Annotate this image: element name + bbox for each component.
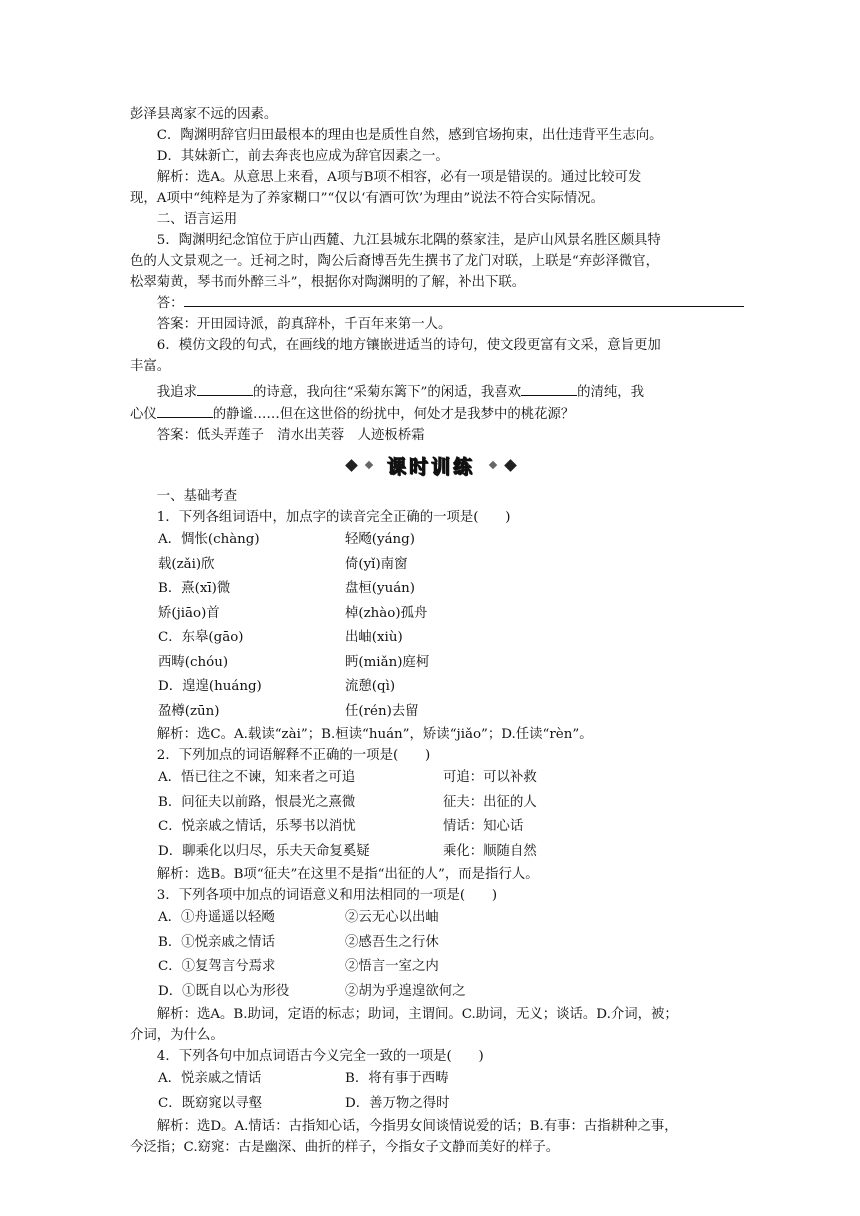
question-5-line: 5．陶渊明纪念馆位于庐山西麓、九江县城东北隅的蔡家洼，是庐山风景名胜区颇具特 — [156, 233, 661, 248]
diamond-icon — [489, 461, 497, 469]
question-3-stem: 3．下列各项中加点的词语意义和用法相同的一项是( ) — [156, 888, 498, 903]
question-6-line: 丰富。 — [130, 359, 171, 374]
analysis-line: 解析：选C。A.载读“zài”；B.桓读“huán”，矫读“jiǎo”；D.任读“rèn”。 — [156, 727, 593, 742]
option-row: 盈樽(zūn) 任(rén)去留 — [158, 703, 419, 719]
option-d-line: D．其妹新亡，前去奔丧也应成为辞官因素之一。 — [156, 149, 449, 164]
option-row: 矫(jiāo)首 棹(zhào)孤舟 — [158, 605, 428, 621]
option-row: C．①复驾言兮焉求 ②悟言一室之内 — [158, 959, 439, 974]
answer-label: 答： — [156, 296, 184, 311]
answer-line — [130, 293, 732, 314]
question-6-passage: 我追求 的诗意，我向往“采菊东篱下”的闲适，我喜欢 的清纯，我 — [130, 381, 732, 403]
option-row: C．既窈窕以寻壑 D．善万物之得时 — [158, 1095, 450, 1111]
banner-title: 课时训练 — [386, 455, 475, 478]
analysis-line: 今泛指；C.窈窕：古是幽深、曲折的样子，今指女子文静而美好的样子。 — [130, 1140, 560, 1155]
fill-blank[interactable] — [197, 381, 253, 396]
option-row: A．惆怅(chàng) 轻飏(yáng) — [158, 532, 415, 547]
option-row: A．①舟遥遥以轻飏 ②云无心以出岫 — [158, 910, 439, 925]
question-6-line: 6．模仿文段的句式，在画线的地方镶嵌进适当的诗句，使文段更富有文采，意旨更加 — [156, 338, 661, 353]
option-row: C．东皋(gāo) 出岫(xiù) — [158, 630, 403, 645]
question-6-passage: 心仪 的静谧……但在这世俗的纷扰中，何处才是我梦中的桃花源？ — [130, 403, 732, 425]
question-5-line: 色的人文景观之一。迁祠之时，陶公后裔博吾先生撰书了龙门对联，上联是“弃彭泽微官， — [130, 254, 660, 269]
section-banner — [130, 448, 732, 482]
option-row: D．遑遑(huáng) 流憩(qì) — [158, 679, 396, 694]
question-5-line: 松翠菊黄，琴书而外醉三斗”，根据你对陶渊明的了解，补出下联。 — [130, 275, 526, 290]
option-row: B．熹(xī)微 盘桓(yuán) — [158, 581, 416, 596]
analysis-line: 解析：选A。B.助词，定语的标志；助词，主谓间。C.助词，无义；谈话。D.介词，被； — [156, 1007, 678, 1022]
fill-blank[interactable] — [521, 381, 577, 396]
diamond-icon — [345, 459, 358, 472]
option-row: C．悦亲戚之情话，乐琴书以消忧 情话：知心话 — [158, 819, 524, 834]
document-page — [130, 104, 732, 1158]
answer-text: 答案：开田园诗派，韵真辞朴，千百年来第一人。 — [156, 317, 452, 332]
option-row: A．悟已往之不谏，知来者之可追 可追：可以补救 — [158, 770, 537, 785]
question-1-stem: 1．下列各组词语中，加点字的读音完全正确的一项是( ) — [156, 510, 511, 525]
option-row: B．问征夫以前路，恨晨光之熹微 征夫：出征的人 — [158, 794, 537, 810]
question-4-stem: 4．下列各句中加点词语古今义完全一致的一项是( ) — [156, 1049, 484, 1064]
analysis-line: 现，A项中“纯粹是为了养家糊口”“仅以‘有酒可饮’为理由”说法不符合实际情况。 — [130, 191, 605, 206]
section-heading: 一、基础考查 — [156, 489, 238, 504]
option-c-line: C．陶渊明辞官归田最根本的理由也是质性自然，感到官场拘束，出仕违背平生志向。 — [156, 128, 663, 143]
diamond-icon — [504, 459, 517, 472]
answer-text: 答案：低头弄莲子 清水出芙蓉 人迹板桥霜 — [156, 428, 425, 443]
analysis-line: 解析：选D。A.情话：古指知心话，今指男女间谈情说爱的话；B.有事：古指耕种之事， — [156, 1119, 678, 1134]
analysis-line: 解析：选A。从意思上来看，A项与B项不相容，必有一项是错误的。通过比较可发 — [156, 170, 642, 185]
diamond-icon — [365, 461, 373, 469]
section-heading: 二、语言运用 — [156, 212, 238, 227]
option-row: 载(zǎi)欣 倚(yǐ)南窗 — [158, 556, 408, 572]
option-row: A．悦亲戚之情话 B．将有事于西畴 — [158, 1071, 449, 1086]
answer-blank[interactable] — [184, 294, 744, 307]
option-row: D．①既自以心为形役 ②胡为乎遑遑欲何之 — [158, 983, 466, 999]
option-row: B．①悦亲戚之情话 ②感吾生之行休 — [158, 934, 439, 950]
option-row: D．聊乘化以归尽，乐夫天命复奚疑 乘化：顺随自然 — [158, 843, 537, 859]
option-row: 西畴(chóu) 眄(miǎn)庭柯 — [158, 654, 430, 670]
analysis-line: 解析：选B。B项“征夫”在这里不是指“出征的人”，而是指行人。 — [156, 867, 539, 882]
question-2-stem: 2．下列加点的词语解释不正确的一项是( ) — [156, 748, 431, 763]
text-line: 彭泽县离家不远的因素。 — [130, 107, 278, 122]
fill-blank[interactable] — [157, 403, 213, 418]
analysis-line: 介词，为什么。 — [130, 1028, 224, 1043]
